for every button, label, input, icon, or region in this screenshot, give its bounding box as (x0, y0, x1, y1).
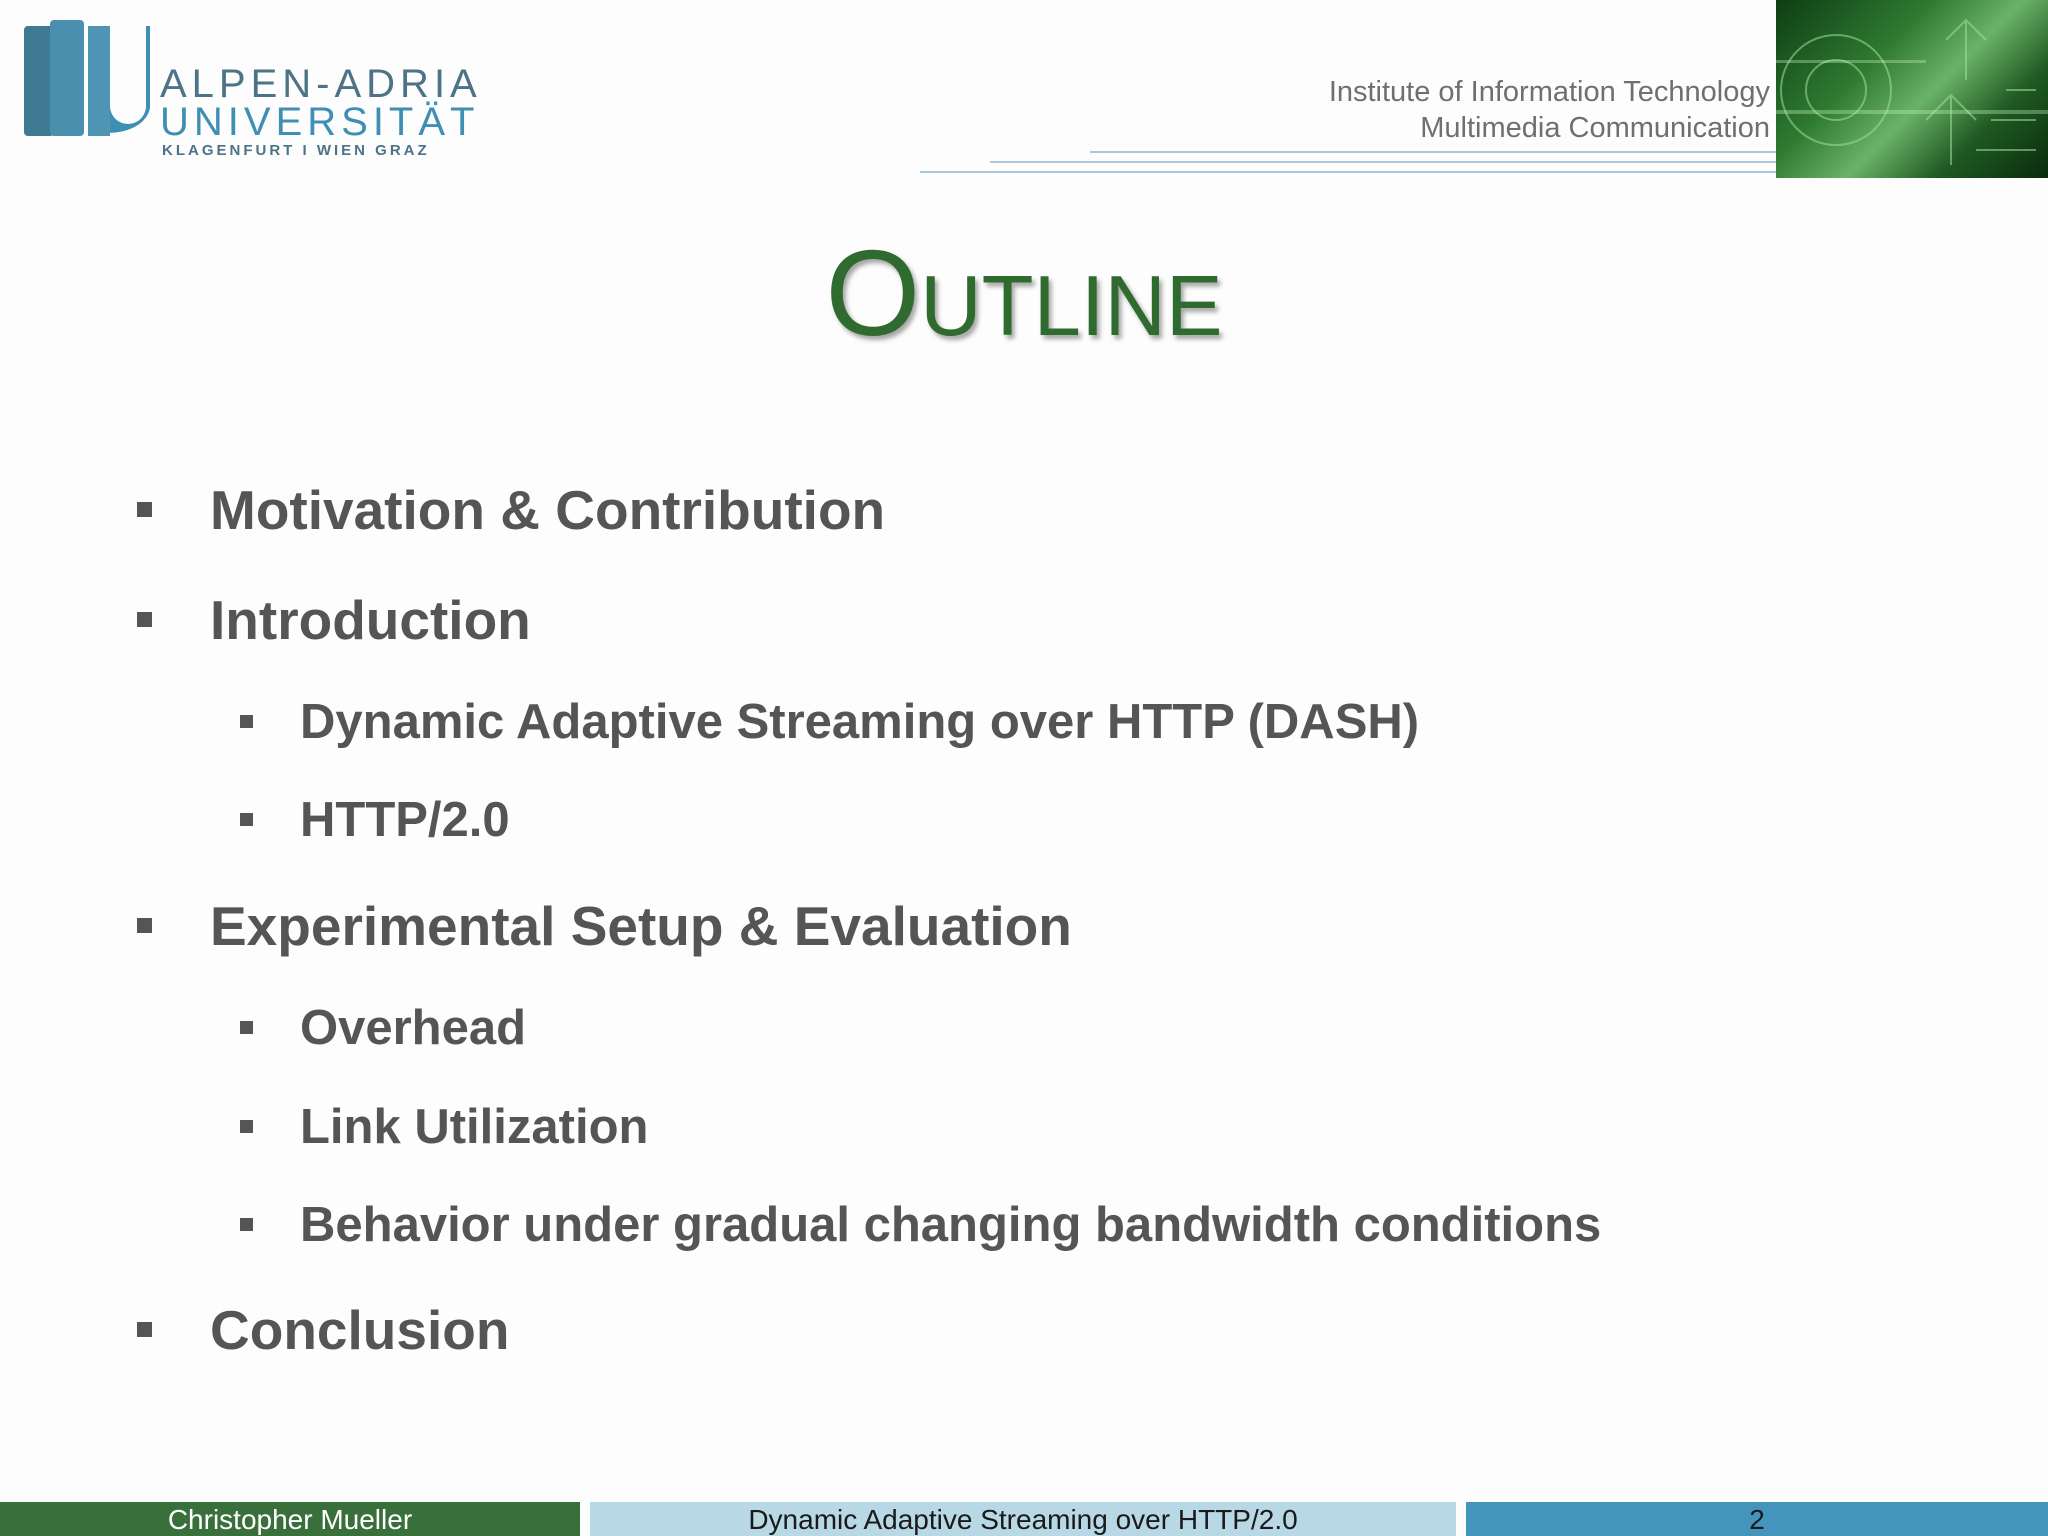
outline-item (210, 894, 1072, 958)
outline-item-label: Motivation & Contribution (210, 479, 886, 541)
slide-title: Outline (825, 225, 1223, 361)
outline-subitem (300, 693, 1419, 751)
outline-subitem (300, 791, 510, 849)
outline-item-label: Introduction (210, 589, 531, 651)
logo-text-line3: KLAGENFURT I WIEN GRAZ (162, 142, 430, 159)
outline-item (210, 478, 885, 542)
square-bullet-icon (137, 918, 152, 933)
outline-item-label: Link Utilization (300, 1100, 649, 1154)
outline-subitem (300, 1196, 1601, 1254)
institute-name: Institute of Information Technology (1328, 76, 1770, 108)
footer-talk-title: Dynamic Adaptive Streaming over HTTP/2.0 (590, 1502, 1456, 1536)
square-bullet-icon (240, 1120, 253, 1133)
outline-subitem (300, 1098, 648, 1156)
square-bullet-icon (137, 1322, 152, 1337)
square-bullet-icon (240, 813, 253, 826)
square-bullet-icon (240, 1021, 253, 1034)
outline-item-label: Dynamic Adaptive Streaming over HTTP (DASH) (300, 695, 1420, 749)
logo-text-line2: UNIVERSITÄT (160, 100, 480, 144)
square-bullet-icon (240, 715, 253, 728)
square-bullet-icon (137, 502, 152, 517)
square-bullet-icon (240, 1218, 253, 1231)
outline-item (210, 1298, 509, 1362)
outline-item-label: Conclusion (210, 1299, 510, 1361)
outline-item-label: Behavior under gradual changing bandwidth conditions (300, 1198, 1602, 1252)
square-bullet-icon (137, 612, 152, 627)
outline-subitem (300, 999, 526, 1057)
footer-author: Christopher Mueller (0, 1502, 580, 1536)
logo-text-line1: ALPEN-ADRIA (160, 62, 482, 106)
outline-item-label: HTTP/2.0 (300, 793, 510, 847)
slide-footer (0, 1502, 2048, 1536)
outline-item-label: Overhead (300, 1001, 527, 1055)
outline-item-label: Experimental Setup & Evaluation (210, 895, 1072, 957)
department-name: Multimedia Communication (1420, 112, 1770, 144)
outline-item (210, 588, 531, 652)
footer-page-number: 2 (1466, 1502, 2048, 1536)
